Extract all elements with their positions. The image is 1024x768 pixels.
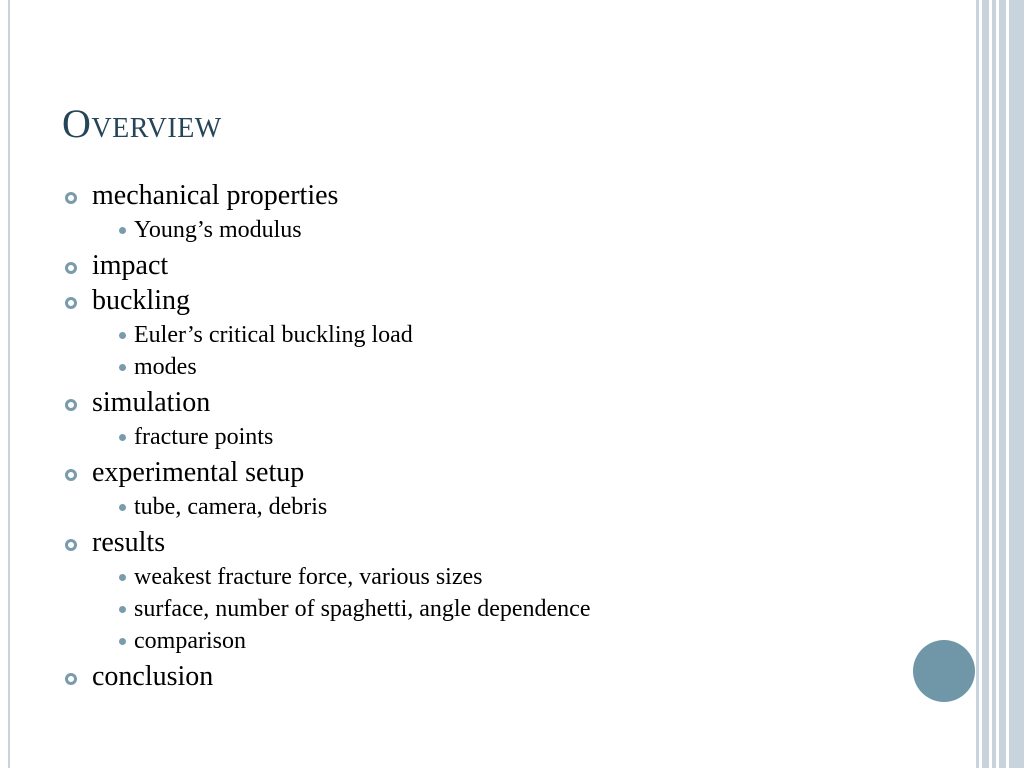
ring-bullet-icon — [65, 192, 77, 204]
list-item-label: impact — [92, 250, 169, 281]
sub-list-item-label: fracture points — [134, 424, 274, 450]
sub-list-item-label: modes — [134, 354, 197, 380]
decorative-bar — [999, 0, 1006, 768]
list-item — [64, 387, 944, 453]
list-item-label: results — [92, 527, 166, 558]
list-item-label: simulation — [92, 387, 211, 418]
sub-list-item-label: comparison — [134, 628, 246, 654]
decorative-bar — [992, 0, 996, 768]
sub-list-item — [119, 351, 944, 383]
sub-list-item — [119, 319, 944, 351]
dot-bullet-icon — [119, 504, 126, 511]
sub-list-item-label: Euler’s critical buckling load — [134, 322, 413, 348]
sub-list-item — [119, 214, 944, 246]
sub-list-item — [119, 625, 944, 657]
decorative-circle — [913, 640, 975, 702]
ring-bullet-icon — [65, 399, 77, 411]
bullet-list — [64, 180, 944, 693]
dot-bullet-icon — [119, 364, 126, 371]
ring-bullet-icon — [65, 539, 77, 551]
ring-bullet-icon — [65, 297, 77, 309]
sub-list-item — [119, 561, 944, 593]
sub-list — [92, 421, 944, 453]
sub-list — [92, 214, 944, 246]
sub-list-item-label: Young’s modulus — [134, 217, 302, 243]
ring-bullet-icon — [65, 469, 77, 481]
dot-bullet-icon — [119, 606, 126, 613]
list-item-label: experimental setup — [92, 457, 305, 488]
list-item-label: buckling — [92, 285, 190, 316]
decorative-bar — [976, 0, 979, 768]
slide-title: Overview — [62, 101, 222, 146]
list-item — [64, 180, 944, 246]
list-item — [64, 457, 944, 523]
list-item — [64, 250, 944, 282]
sub-list-item-label: tube, camera, debris — [134, 494, 328, 520]
dot-bullet-icon — [119, 434, 126, 441]
list-item-label: mechanical properties — [92, 180, 339, 211]
sub-list — [92, 319, 944, 383]
dot-bullet-icon — [119, 332, 126, 339]
dot-bullet-icon — [119, 574, 126, 581]
list-item — [64, 661, 944, 693]
list-item — [64, 285, 944, 383]
ring-bullet-icon — [65, 262, 77, 274]
dot-bullet-icon — [119, 227, 126, 234]
decorative-bar — [1009, 0, 1024, 768]
sub-list-item-label: weakest fracture force, various sizes — [134, 564, 483, 590]
frame-left-line — [8, 0, 10, 768]
sub-list — [92, 491, 944, 523]
ring-bullet-icon — [65, 673, 77, 685]
list-item — [64, 527, 944, 657]
sub-list-item — [119, 421, 944, 453]
dot-bullet-icon — [119, 638, 126, 645]
list-item-label: conclusion — [92, 661, 214, 692]
decorative-bar — [982, 0, 989, 768]
bullet-list-container — [64, 180, 944, 696]
sub-list — [92, 561, 944, 657]
sub-list-item — [119, 593, 944, 625]
sub-list-item-label: surface, number of spaghetti, angle dependence — [134, 596, 591, 622]
sub-list-item — [119, 491, 944, 523]
